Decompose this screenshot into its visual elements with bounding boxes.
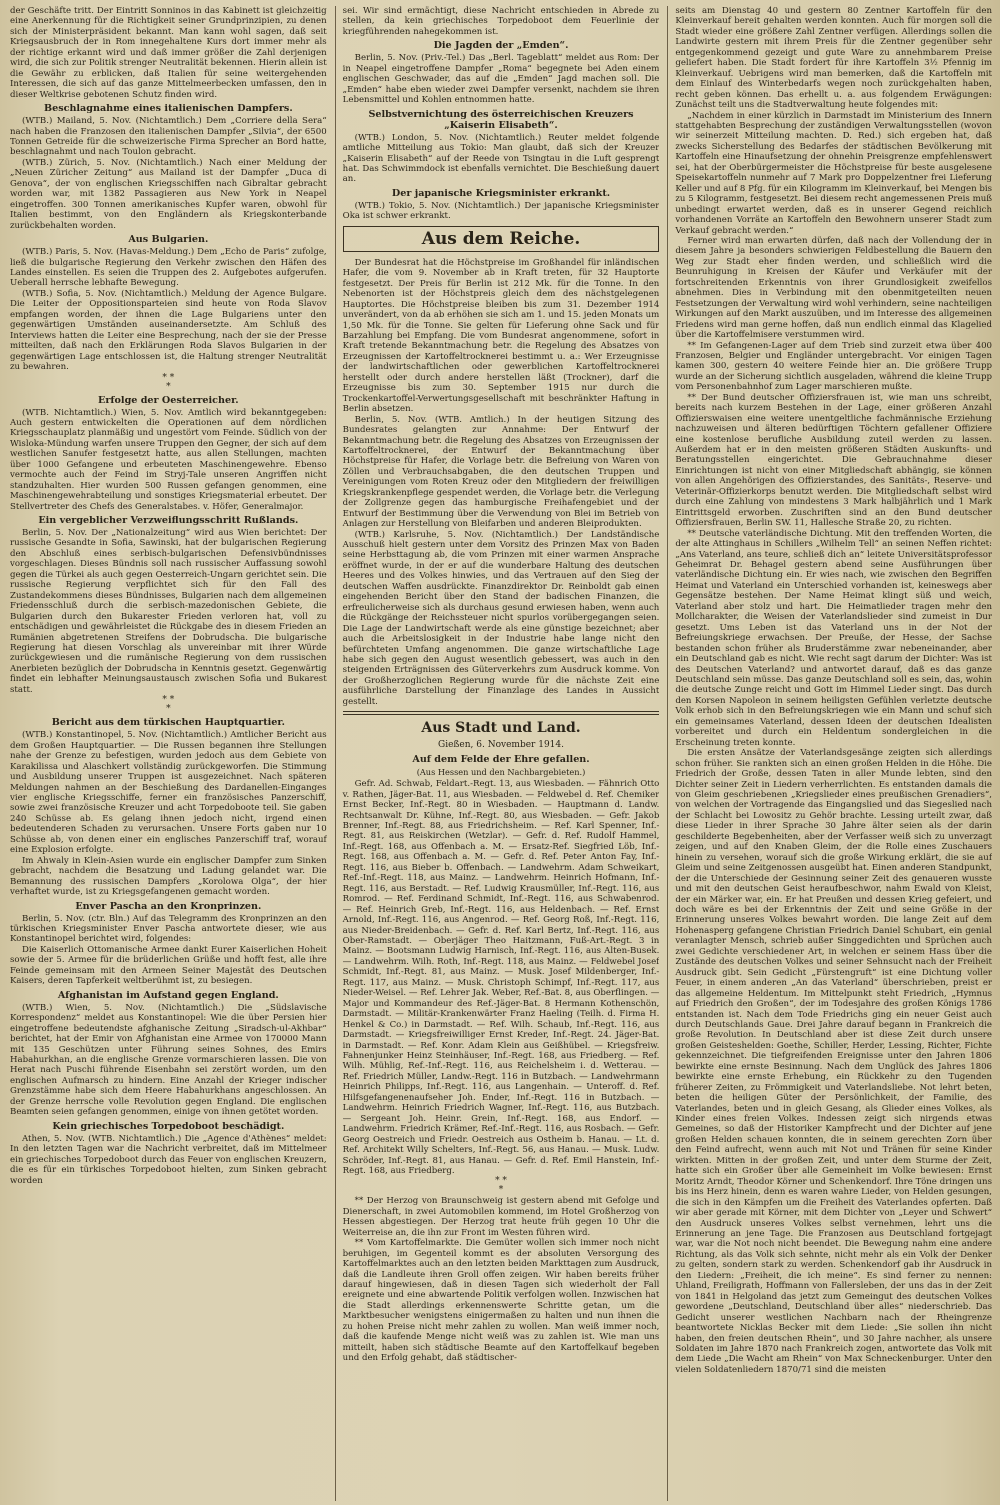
headline-erfolge: Erfolge der Oesterreicher.: [98, 394, 239, 406]
paragraph: (WTB.) Konstantinopel, 5. Nov. (Nichtamtlich.) Amtlicher Bericht aus dem Großen Hauptquartier. — Die Russen begannen ihre Stellungen nahe der Grenze zu befestigen, wurden jedoch aus dem Gebiete von Karakilissa und Alaschkert vollständig zurückgeworfen. Die Stimmung und Ausbildung unserer Truppen ist ausgezeichnet. Nach späteren Meldungen nahmen an der Beschießung des Dardanellen-Einganges vier englische Kriegsschiffe, ferner ein französisches Panzerschiff, sowie zwei französische Kreuzer und acht Torpedoboote teil. Sie gaben 240 Schüsse ab. Es gelang ihnen jedoch nicht, irgend einen bedeutenderen Schaden zu verursachen. Unsere Forts gaben nur 10 Schüsse ab, von denen einer ein englisches Panzerschiff traf, worauf eine Explosion erfolgte.: [10, 730, 327, 856]
headline-torpedoboot: Kein griechisches Torpedoboot beschädigt.: [52, 1120, 285, 1132]
paragraph: Die Kaiserlich Ottomanische Armee dankt Eurer Kaiserlichen Hoheit sowie der 5. Armee für die brüderlichen Grüße und hofft fest, alle ihre Feinde gemeinsam mit den Armeen Seiner Majestät des Deutschen Kaisers, deren Tapferkeit weltberühmt ist, zu besiegen.: [10, 944, 327, 987]
paragraph: (WTB.) Mailand, 5. Nov. (Nichtamtlich.) Dem „Corriere della Sera“ nach haben die Franzosen den italienischen Dampfer „Silvia“, der 6500 Tonnen Getreide für die schweizerische Firma Sprecher an Bord hatte, beschlagnahmt und nach Toulon gebracht.: [10, 116, 327, 158]
column-2: [335, 6, 660, 1501]
article-intro: sei. Wir sind ermächtigt, diese Nachricht entschieden in Abrede zu stellen, da kein griechisches Torpedoboot dem Feuerlinie der kriegführenden nahegekommen ist.: [342, 6, 660, 37]
paragraph: Berlin, 5. Nov. Der „Nationalzeitung“ wird aus Wien berichtet: Der russische Gesandte in Sofia, Sawinski, hat der bulgarischen Regierung den Abschluß eines serbisch-bulgarischen Defensivbündnisses vorgeschlagen. Dieses Bündnis soll nach russischer Auffassung sowohl gegen die Türkei als auch gegen Oesterreich-Ungarn gerichtet sein. Die russische Regierung verpflichtet sich für den Fall des Zustandekommens dieses Bündnisses, Bulgarien nach dem allgemeinen Friedensschluß durch die serbisch-mazedonischen Gebiete, die Bulgarien durch den Bukarester Frieden verloren hat, voll zu entschädigen und gewährleistet die Rückgabe des in diesem Frieden an Rumänien abgetretenen Streifens der Dobrudscha. Die bulgarische Regierung hat diesen Vorschlag als unvereinbar mit ihrer Würde zurückgewiesen und die rumänische Regierung von dem russischen Anerbieten bezüglich der Dobrudscha in Kenntnis gesetzt. Gegenwärtig findet ein lebhafter Meinungsaustausch zwischen Sofia und Bukarest statt.: [10, 528, 327, 695]
section-banner-reiche: [343, 226, 660, 252]
paragraph: (WTB.) Tokio, 5. Nov. (Nichtamtlich.) Der japanische Kriegsminister Oka ist schwer erkrankt.: [342, 200, 660, 222]
column-3: [667, 6, 992, 1501]
paragraph: (WTB. Nichtamtlich.) Wien, 5. Nov. Amtlich wird bekanntgegeben: Auch gestern entwickelten die Operationen auf dem nördlichen Kriegsschauplatz planmäßig und ungestört vom Feinde. Südlich von der Wisloka-Mündung warfen unsere Truppen den Gegner, der sich auf dem westlichen Sanufer festgesetzt hatte, aus allen Stellungen, machten über 1000 Gefangene und erbeuteten Maschinengewehre. Ebenso vermochte auch der Feind im Stryj-Tale unseren Angriffen nicht standzuhalten. Hier wurden 500 Russen gefangen genommen, eine Maschinengewehrabteilung und sonstiges Kriegsmaterial erbeutet. Der Stellvertreter des Chefs des Generalstabes. v. Höfer, Generalmajor.: [10, 407, 327, 512]
paragraph: Im Ahwaly in Klein-Asien wurde ein englischer Dampfer zum Sinken gebracht, nachdem die Besatzung und Ladung gelandet war. Die Bemannung des russischen Dampfers „Korolowa Olga“, der hier verhaftet wurde, ist zu Kriegsgefangenen gemacht worden.: [10, 855, 327, 898]
headline-bulgarien: Aus Bulgarien.: [128, 234, 209, 246]
headline-verzweiflung: Ein vergeblicher Verzweiflungsschritt Rußlands.: [38, 515, 299, 527]
paragraph: Berlin, 5. Nov. (Priv.-Tel.) Das „Berl. Tageblatt“ meldet aus Rom: Der in Neapel eingetroffene Dampfer „Roma“ begegnete bei Aden einem englischen Geschwader, das auf die „Emden“ Jagd machen soll. Die „Emden“ habe eben wieder zwei Dampfer versenkt, nachdem sie ihren Lebensmittel und Kohlen entnommen hatte.: [342, 53, 660, 106]
paragraph: ** Der Bund deutscher Offiziersfrauen ist, wie man uns schreibt, bereits nach kurzem Bestehen in der Lage, einer größeren Anzahl Offizierswaisen eine weitere unentgeltliche fachmännische Erziehung nachzuweisen und älteren bedürftigen Töchtern gefallener Offiziere eine kostenlose berufliche Ausbildung zuteil werden zu lassen. Außerdem hat er in den meisten größeren Städten Auskunfts- und Beratungsstellen eingerichtet. Die Gebrauchnahme dieser Einrichtungen ist nicht von einer Mitgliedschaft abhängig, sie können von allen Angehörigen des Offizierstandes, des Sanitäts-, Reserve- und Veterinär-Offizierkorps benutzt werden. Die Mitgliedschaft selbst wird durch eine Zahlung von mindestens 3 Mark halbjährlich und 1 Mark Eintrittsgeld erworben. Zuschriften sind an den Bund deutscher Offiziersfrauen, Berlin SW. 11, Hallesche Straße 20, zu richten.: [675, 392, 993, 529]
paragraph: Berlin, 5. Nov. (ctr. Bln.) Auf das Telegramm des Kronprinzen an den türkischen Kriegsminister Enver Pascha antwortete dieser, wie aus Konstantinopel berichtet wird, folgendes:: [10, 913, 327, 945]
headline-afghanistan: Afghanistan im Aufstand gegen England.: [57, 989, 279, 1001]
paragraph: Ferner wird man erwarten dürfen, daß nach der Vollendung der in diesem Jahre ja besonders schwierigen Feldbestellung die Bauern den Weg zur Stadt eher finden werden, und schließlich wird die Beunruhigung in Kreisen der Käufer und Verkäufer mit der fortschreitenden Erkenntnis von ihrer Grundlosigkeit zweifellos abnehmen. Dies in Verbindung mit den obenmitgeteilten neuen Festsetzungen der Verwaltung wird wohl verhindern, seine nachteiligen Wirkungen auf den Markt auszuüben, und im Interesse des allgemeinen Friedens wird man gerne hoffen, daß nun endlich einmal das Klagelied über die Kartoffelmisere verstummen wird.: [675, 235, 993, 341]
paragraph: (WTB.) Karlsruhe, 5. Nov. (Nichtamtlich.) Der Landständische Ausschuß hielt gestern unter dem Vorsitz des Prinzen Max von Baden seine Herbsttagung ab, die vom Prinzen mit einer warmen Ansprache eröffnet wurde, in der er auf die wunderbare Haltung des deutschen Heeres und des Volkes hinwies, und das Vertrauen auf den Sieg der deutschen Waffen ausdrückte. Finanzdirektor Dr. Reinboldt gab einen eingehenden Bericht über den Stand der badischen Finanzen, die erfreulicherweise sich als durchaus gesund erwiesen haben, wenn auch die Rückgänge der Reichssteuer nicht spurlos vorübergegangen seien. Die Lage der Landwirtschaft werde als eine günstige bezeichnet; aber auch die Arbeitslosigkeit in der Industrie habe lange nicht den befürchteten Umfang angenommen. Die ganze wirtschaftliche Lage habe sich gegen den August wesentlich gebessert, was auch in den steigenden Erträgnissen des Güterverkehrs zum Ausdruck komme. Von der Großherzoglichen Regierung wurde für die nächste Zeit eine ausführliche Darstellung der Finanzlage des Landes in Aussicht gestellt.: [342, 529, 660, 707]
article-intro: der Geschäfte tritt. Der Eintritt Sonninos in das Kabinett ist gleichzeitig eine Anerkennung für die Richtigkeit seiner Grundprinzipien, zu denen sich der Ministerpräsident bekannt. Man kann wohl sagen, daß seit Kriegsausbruch der in Rom innegehaltene Kurs dort immer mehr als der richtige erkannt wird und daß immer größer die Zahl derjenigen wird, die sich zur Politik strenger Neutralität bekennen. Hierin allein ist die Gewähr zu erblicken, daß Italien für seine weitergehenden Interessen, die sich auf das ganze Mittelmeerbecken umfassen, den in dieser Weltkrise gebotenen Schutz finden wird.: [10, 6, 327, 100]
headline-enver: Enver Pascha an den Kronprinzen.: [75, 900, 262, 912]
divider: [343, 711, 660, 715]
headline-emden: Die Jagden der „Emden“.: [433, 40, 569, 52]
paragraph: (WTB.) Sofia, 5. Nov. (Nichtamtlich.) Meldung der Agence Bulgare. Die Leiter der Oppositionsparteien sind heute von Roda Slavov empfangen worden, der ihnen die Lage Bulgariens unter den gegenwärtigen Umständen auseinandersetzte. Am Schluß des Interviews hatten die Leiter eine Besprechung, nach der sie der Presse mitteilten, daß nach den Erklärungen Roda Slavos Bulgarien in der gegenwärtigen Lage entschlossen ist, die Haltung strenger Neutralität zu bewahren.: [10, 288, 327, 373]
section-separator: * * *: [162, 372, 175, 392]
paragraph: Gefr. Ad. Schwab, Feldart.-Regt. 13, aus Wiesbaden. — Fähnrich Otto v. Rathen, Jäger-Bat. 11, aus Wiesbaden. — Feldwebel d. Ref. Chemiker Ernst Becker, Inf.-Regt. 80 in Wiesbaden. — Hauptmann d. Landw. Rechtsanwalt Dr. Kühne, Inf.-Regt. 80, aus Wiesbaden. — Gefr. Jakob Brenner, Inf.-Regt. 88, aus Friedrichsheim. — Ref. Karl Spenner, Inf.-Regt. 81, aus Reiskirchen (Wetzlar). — Gefr. d. Ref. Rudolf Hammel, Inf.-Regt. 168, aus Offenbach a. M. — Ersatz-Ref. Siegfried Löb, Inf.-Regt. 168, aus Offenbach a. M. — Gefr. d. Ref. Peter Anton Fay, Inf.-Regt. 116, aus Bieber b. Offenbach. — Landwehrm. Adam Schweikart, Ref.-Inf.-Regt. 118, aus Mainz. — Landwehrm. Heinrich Hofmann, Inf.-Regt. 116, aus Berstadt. — Ref. Ludwig Krausmüller, Inf.-Regt. 116, aus Romrod. — Ref. Ferdinand Schmidt, Inf.-Regt. 116, aus Schwabenrod. — Ref. Heinrich Greb, Inf.-Regt. 116, aus Heldenbach. — Ref. Ernst Arnold, Inf.-Regt. 116, aus Angenrod. — Ref. Georg Roß, Inf.-Regt. 116, aus Nieder-Breidenbach. — Gefr. d. Ref. Karl Bertz, Inf.-Regt. 116, aus Ober-Ramstadt. — Oberjäger Theo Haitzmann, Fuß-Art.-Regt. 3 in Mainz. — Bootsmann Ludwig Harnisch, Inf.-Regt. 116, aus Alten-Busek. — Landwehrm. Wilh. Roth, Inf.-Regt. 118, aus Mainz. — Feldwebel Josef Schmidt, Inf.-Regt. 81, aus Mainz. — Musk. Josef Mildenberger, Inf.-Regt. 117, aus Mainz. — Musk. Christoph Schimpf, Inf.-Regt. 117, aus Nieder-Weisel. — Ref. Lehrer Jak. Weber, Ref.-Bat. 8, aus Oberflingen. — Major und Kommandeur des Ref.-Jäger-Bat. 8 Hermann Kothenschön, Darmstadt. — Militär-Krankenwärter Franz Haeling (Teilh. d. Firma H. Henkel & Co.) in Darmstadt. — Ref. Wilh. Schaub, Inf.-Regt. 116, aus Darmstadt. — Kriegsfreiwilliger Ernst Kreder, Inf.-Regt. 24. Jäger-Bat. in Darmstadt. — Ref. Konr. Adam Klein aus Geißhübel. — Kriegsfreiw. Fahnenjunker Heinz Steinhäuser, Inf.-Regt. 168, aus Friedberg. — Ref. Wilh. Mühlig, Ref.-Inf.-Regt. 116, aus Reichelsheim i. d. Wetterau. — Ref. Friedrich Müller, Landw.-Regt. 116 in Butzbach. — Landwehrmann Heinrich Philipps, Inf.-Regt. 116, aus Langenhain. — Unteroff. d. Ref. Hilfsgefangenenaufseher Joh. Ender, Inf.-Regt. 116 in Butzbach. — Landwehrm. Heinrich Friedrich Wagner, Inf.-Regt. 116, aus Butzbach. — Sergeant Joh. Heinr. Grein, Inf.-Regt. 168, aus Endorf. — Landwehrm. Friedrich Krämer, Ref.-Inf.-Regt. 116, aus Rosbach. — Gefr. Georg Oestreich und Friedr. Oestreich aus Ostheim b. Hanau. — Lt. d. Ref. Architekt Willy Schelters, Inf.-Regt. 56, aus Hanau. — Musk. Ludw. Schröder, Inf.-Regt. 81, aus Hanau. — Gefr. d. Ref. Emil Hanstein, Inf.-Regt. 168, aus Friedberg.: [342, 779, 660, 1176]
paragraph: (WTB.) Zürich, 5. Nov. (Nichtamtlich.) Nach einer Meldung der „Neuen Züricher Zeitung“ aus Mailand ist der Dampfer „Duca di Genova“, der von englischen Kriegsschiffen nach Gibraltar gebracht worden war, mit 1382 Passagieren aus New York in Neapel eingetroffen. 300 Tonnen amerikanisches Kupfer waren, obwohl für Italien bestimmt, von den Engländern als Kriegskonterbande zurückbehalten worden.: [10, 157, 327, 231]
paragraph: Berlin, 5. Nov. (WTB. Amtlich.) In der heutigen Sitzung des Bundesrates gelangten zur Annahme: Der Entwurf der Bekanntmachung betr. die Regelung des Absatzes von Erzeugnissen der Kartoffeltrocknerei, der Entwurf der Bekanntmachung über Höchstpreise für Hafer, die Vorlage betr. die Befreiung von Waren von Zöllen und Verbrauchsabgaben, die den deutschen Truppen und Vereinigungen vom Roten Kreuz oder den Mitgliedern der freiwilligen Kriegskrankenpflege gespendet werden, die Vorlage betr. die Verlegung der Zollgrenze gegen das hamburgische Freihafengebiet und der Entwurf der Bestimmung über die Verwendung von Blei im Betrieb von Anlagen zur Herstellung von Bleifarben und anderen Bleiprodukten.: [342, 414, 660, 530]
headline-dampfer: Beschlagnahme eines italienischen Dampfers.: [43, 103, 293, 115]
headline-elisabeth: Selbstvernichtung des österreichischen Kreuzers „Kaiserin Elisabeth“.: [368, 108, 634, 131]
paragraph: Die ersten Ansätze der Vaterlandsgesänge zeigten sich allerdings schon früher. Sie rankten sich an einen großen Helden in die Höhe. Die Friedrich der Große, dessen Taten in aller Munde lebten, sind den Dichter seiner Zeit in Liedern verherrlichten. Es entstanden damals die von Gleim geschriebenen „Kriegslieder eines preußischen Grenadiers“, von welchen der Vortragende das Eingangslied und das Siegeslied nach der Schlacht bei Lowositz zu Gehör brachte. Lessing urteilt zwar, daß diese Lieder in ihrer Sprache 30 Jahre älter seien als der darin geschilderte Begebenheiten, aber der Verfasser weiß sich zu unverzagt zeigen, und auf den Knaben Gleim, der die Rolle eines Zuschauers hinein zu versehen, worauf sich die große Wirkung erklärt, die sie auf Gleim und seine Zeitgenossen ausgeübt hat. Einen anderen Standpunkt, der die Unterschiede der Gesinnung seiner Zeit des genaueren wusste und mit den deutschen Geist heraufbeschwor, nahm Ewald von Kleist, der ein Märker war, ein. Er hat Preußen und dessen Krieg gefeiert, und doch wäre es bei der Erkenntnis der Zeit und seine Größe in der Erinnerung unseres Volkes bewahrt worden. Die lange Zeit auf dem Hohenasperg gefangene Christian Friedrich Daniel Schubart, ein genial veranlagter Mensch, schrieb außer Singgedichten und Sprüchen auch zwei Gedichte verschiedener Art, in welchen er seinem Hass über die Zustände des deutschen Volkes und seiner Sehnsucht nach der Freiheit Ausdruck gibt. Sein Gedicht „Fürstengruft“ ist eine Dichtung voller Feuer, in einem anderen „An das Vaterland“ überschrieben, preist er das allgemeine Heldentum. Im Mittelpunkt steht Friedrich, „Hymnus auf Friedrich den Großen“, der im Todesjahre des großen Königs 1786 entstanden ist. Nach dem Tode Friedrichs ging ein neuer Geist auch durch Deutschlands Gaue. Drei Jahre darauf begann in Frankreich die große Revolution. In Deutschland aber ist diese Zeit durch unsere großen Geisteshelden: Goethe, Schiller, Herder, Lessing, Richter, Fichte gekennzeichnet. Die tiefgreifenden Ereignisse unter den Jahren 1806 bewirkte eine ernste Besinnung. Nach dem Unglück des Jahres 1806 bewirkte eine ernste Erhebung, ein Rückkehr zu den Tugenden früherer Zeiten, zu Frömmigkeit und Vaterlandsliebe. Not lehrt beten, beten die heiligen Güter der Persönlichkeit, der Familie, des Vaterlandes, beten und in gleich Gesang, als Glieder eines Volkes, als Kinder eines freien Volkes. Indessen zeigt sich nirgends etwas Gemeines, so daß der Historiker Kampfrecht und der Dichter auf jene großen Helden schauen konnten, die in seinem gerechten Zorn über den Feind aufrecht, wenn auch mit Not und Tränen für seine Kinder wirkten. Mitten in der großen Zeit, und unter dem Sturme der Zeit, hatte sich ein Großer über alle Gemeinheit im Volke bewiesen: Ernst Moritz Arndt, Theodor Körner und Schenkendorf. Ihre Töne dringen uns bis ins Herz hinein, denn es waren wahre Lieder, von Helden gesungen, die sich in den Kämpfen um die Freiheit des Vaterlandes opferten. Daß wir aber gerade mit Körner, mit dem Dichter von „Leyer und Schwert“ den Ausdruck unseres Volkes selbst vernehmen, lehrt uns die Erinnerung an jene Tage. Die Franzosen aus Deutschland fortgejagt war, war die Not noch nicht beendet. Die Bewegung nahm eine andere Richtung, als das Volk sich sehnte, nicht mehr als ein Volk der Denker zu gelten, sondern stark zu werden. Schenkendorf gab ihr Ausdruck in den Liedern: „Freiheit, die ich meine“. Es sind ferner zu nennen: Uhland, Freiligrath, Hoffmann von Fallersleben, der uns das in der Zeit von 1841 in Helgoland das jetzt zum Gemeingut des deutschen Volkes gewordene „Deutschland, Deutschland über alles“ niederschrieb. Das Gedicht unserer westlichen Nachbarn nach der Rheingrenze beantwortete Nicklas Becker mit dem Liede: „Sie sollen ihn nicht haben, den freien deutschen Rhein“, und 30 Jahre nachher, als unsere Soldaten im Jahre 1870 nach Frankreich zogen, antwortete das Volk mit dem Liede „Die Wacht am Rhein“ von Max Schneckenburger. Unter den vielen Soldatenliedern 1870/71 sind die meisten: [675, 748, 993, 1375]
paragraph: (WTB.) London, 5. Nov. (Nichtamtlich.) Reuter meldet folgende amtliche Mitteilung aus Tokio: Man glaubt, daß sich der Kreuzer „Kaiserin Elisabeth“ auf der Reede von Tsingtau in die Luft gesprengt hat. Das Schwimmdock ist ebenfalls vernichtet. Die Beschießung dauert an.: [342, 132, 660, 185]
paragraph: „Nachdem in einer kürzlich in Darmstadt im Ministerium des Innern stattgehabten Besprechung der zuständigen Verwaltungsstellen (wovon wir seinerzeit Mitteilung machten. D. Red.) sich ergeben hat, daß zwecks Sicherstellung des Bedarfes der städtischen Bevölkerung mit Kartoffeln eine Hinaufsetzung der ohnehin Preisgrenze empfehlenswert sei, hat der Oberbürgermeister die Höchstpreise für beste ausgelesene Speisekartoffeln nunmehr auf 7 Mark pro Doppelzentner frei Lieferung Keller und auf 8 Pfg. für ein Kilogramm im Kleinverkauf, bei Mengen bis zu 5 Kilogramm, festgesetzt. Bei diesem recht angemessenen Preis muß unbedingt erwartet werden, daß es in unserer Gegend reichlich vorhandenen Vorräte an Kartoffeln den Bewohnern unserer Stadt zum Verkauf gebracht werden.“: [675, 110, 993, 236]
section-title-stadt: Aus Stadt und Land.: [421, 720, 581, 737]
paragraph: ** Deutsche vaterländische Dichtung. Mit den treffenden Worten, die der alte Attinghaus in Schillers „Wilhelm Tell“ an seinen Neffen richtet: „Ans Vaterland, ans teure, schließ dich an“ leitete Universitätsprofessor Geheimrat Dr. Behagel gestern abend seine Ausführungen über vaterländische Dichtung ein. Er wies nach, wie zwischen den Begriffen Heimat und Vaterland ein Unterschied vorhanden ist, keineswegs aber Gegensätze bestehen. Der Name Heimat klingt süß und weich, Vaterland aber stolz und hart. Die Heimatlieder tragen mehr den Mollcharakter, die Weisen der Vaterlandslieder sind zumeist in Dur gesetzt. Ums Leben ist das Vaterland uns in der Not der Befreiungskriege erwachsen. Der Preuße, der Hesse, der Sachse bestanden schon früher als Bruderstämme zwar nebeneinander, aber ein Deutschland gab es nicht. Wie recht sagt darum der Dichter: Was ist des Deutschen Vaterland? und antwortet darauf, daß es das ganze Deutschland sein müsse. Das ganze Deutschland soll es sein, das, wohin die deutsche Zunge reicht und Gott im Himmel Lieder singt. Das durch den Korsen Napoleon in seinem heiligsten Gefühlen verletzte deutsche Volk erhob sich in den Befreiungskriegen wie ein Mann und schuf sich ein gemeinsames Vaterland, dessen Ideen der deutschen Idealisten vorbereitet und durch ein Heldentum sondergleichen in die Erscheinung treten konnte.: [675, 528, 993, 748]
paragraph: (WTB.) Paris, 5. Nov. (Havas-Meldung.) Dem „Echo de Paris“ zufolge, ließ die bulgarische Regierung den Verkehr zwischen den Häfen des Landes einstellen. Es seien die Truppen des 2. Aufgebotes aufgerufen. Ueberall herrsche lebhafte Bewegung.: [10, 247, 327, 289]
headline-hauptquartier: Bericht aus dem türkischen Hauptquartier.: [51, 717, 285, 729]
section-separator: * * *: [162, 695, 175, 715]
dateline: Gießen, 6. November 1914.: [438, 740, 564, 751]
column-1: [10, 6, 327, 1501]
article-intro: seits am Dienstag 40 und gestern 80 Zentner Kartoffeln für den Kleinverkauf bereit gehalten werden konnten. Auch für morgen soll die Stadt wieder eine größere Zahl Zentner verfügen. Allerdings sollen die Landwirte gestern mit ihrem Preis für die Zentner gegenüber sehr entgegenkommend gezeigt und gute Ware zu annehmbarem Preise geliefert haben. Die Stadt fordert für ihre Kartoffeln 3½ Pfennig im Kleinverkauf. Uebrigens wird man bemerken, daß die Kartoffeln mit dem Einlauf des Winterbedarfs wegen noch zurückgehalten haben, recht geben können. Das erhellt u. a. aus folgendem Erwägungen: Zunächst teilt uns die Stadtverwaltung heute folgendes mit:: [675, 6, 993, 111]
paragraph: ** Der Herzog von Braunschweig ist gestern abend mit Gefolge und Dienerschaft, in zwei Automobilen kommend, im Hotel Großherzog von Hessen abgestiegen. Der Herzog trat heute früh gegen 10 Uhr die Weiterreise an, die ihn zur Front im Westen führen wird.: [342, 1196, 660, 1238]
headline-ehre-subtitle: (Aus Hessen und den Nachbargebieten.): [416, 766, 586, 777]
paragraph: ** Vom Kartoffelmarkte. Die Gemüter wollen sich immer noch nicht beruhigen, im Gegenteil kommt es der absoluten Versorgung des Kartoffelmarktes auch an den letzten beiden Markttagen zum Ausdruck, daß die Landleute ihren Groll offen zeigen. Wir haben bereits früher darauf hingewiesen, daß in diesen Tagen sich wiederholt der Fall ereignete und eine abwartende Politik verfolgen wollen. Inzwischen hat die Stadt allerdings erkennenswerte Schritte getan, um die Marktbesucher wenigstens einigermaßen zu halten und nun ihnen die zu hohen Preise nicht mehr zahlen zu wollen. Man weiß immer noch, daß die kaufende Menge nicht weiß was zu zahlen ist. Wie man uns mitteilt, haben sich städtische Beamte auf den Kartoffelkauf begeben und den Erfolg gehabt, daß städtischer-: [342, 1238, 660, 1364]
headline-ehre: Auf dem Felde der Ehre gefallen.: [412, 753, 590, 765]
headline-japan: Der japanische Kriegsminister erkrankt.: [391, 187, 611, 199]
paragraph: ** Im Gefangenen-Lager auf dem Trieb sind zurzeit etwa über 400 Franzosen, Belgier und Engländer untergebracht. Vor einigen Tagen kamen 300, gestern 40 weitere Feinde hier an. Die größere Trupp wurde an der Sicherung sichtlich ausgeladen, während die kleine Trupp vom Personenbahnhof zum Lager marschieren mußte.: [675, 340, 993, 393]
section-separator: * * *: [495, 1176, 507, 1196]
paragraph: Der Bundesrat hat die Höchstpreise im Großhandel für inländischen Hafer, die vom 9. November ab in Kraft treten, für 32 Hauptorte festgesetzt. Der Preis für Berlin ist 212 Mk. für die Tonne. In den Nebenorten ist der Höchstpreis gleich dem des nächstgelegenen Hauptortes. Die Höchstpreise bleiben bis zum 31. Dezember 1914 unverändert, von da ab erhöhen sie sich am 1. und 15. jeden Monats um 1,50 Mk. für die Tonne. Sie gelten für Lieferung ohne Sack und für Barzahlung bei Empfang. Die vom Bundesrat angenommene, sofort in Kraft tretende Bekanntmachung betr. die Regelung des Absatzes von Erzeugnissen der Kartoffeltrocknerei bestimmt u. a.: Wer Erzeugnisse der landwirtschaftlichen oder gewerblichen Kartoffeltrocknerei herstellt oder durch andere herstellen läßt (Trockner), darf die Erzeugnisse bis zum 30. September 1915 nur durch die Trockenkartoffel-Verwertungsgesellschaft mit beschränkter Haftung in Berlin absetzen.: [342, 257, 660, 415]
section-title-reiche: Aus dem Reiche.: [421, 228, 581, 249]
paragraph: Athen, 5. Nov. (WTB. Nichtamtlich.) Die „Agence d'Athènes“ meldet: In den letzten Tagen war die Nachricht verbreitet, daß im Mittelmeer ein griechisches Torpedoboot durch das Feuer von englischen Kreuzern, die es für ein türkisches Torpedoboot hielten, zum Sinken gebracht worden: [10, 1133, 327, 1186]
paragraph: (WTB.) Wien, 5. Nov. (Nichtamtlich.) Die „Südslavische Korrespondenz“ meldet aus Konstantinopel: Wie die über Persien hier eingetroffene bedeutendste afghanische Zeitung „Siradsch-ul-Akhbar“ berichtet, hat der Emir von Afghanistan eine Armee von 170000 Mann mit 135 Geschützen unter Führung seines Sohnes, des Emirs Habahurkhan, an die englische Grenze vormarschieren lassen. Die von Herat nach Puschi führende Eisenbahn sei zerstört worden, um den englischen Aufmarsch zu hindern. Eine Anzahl der Krieger indischer Grenzstämme habe sich dem Heere Habahurkhans angeschlossen. An der Grenze herrsche volle Revolution gegen England. Die englischen Beamten seien gefangen genommen, einige von ihnen getötet worden.: [10, 1002, 327, 1118]
